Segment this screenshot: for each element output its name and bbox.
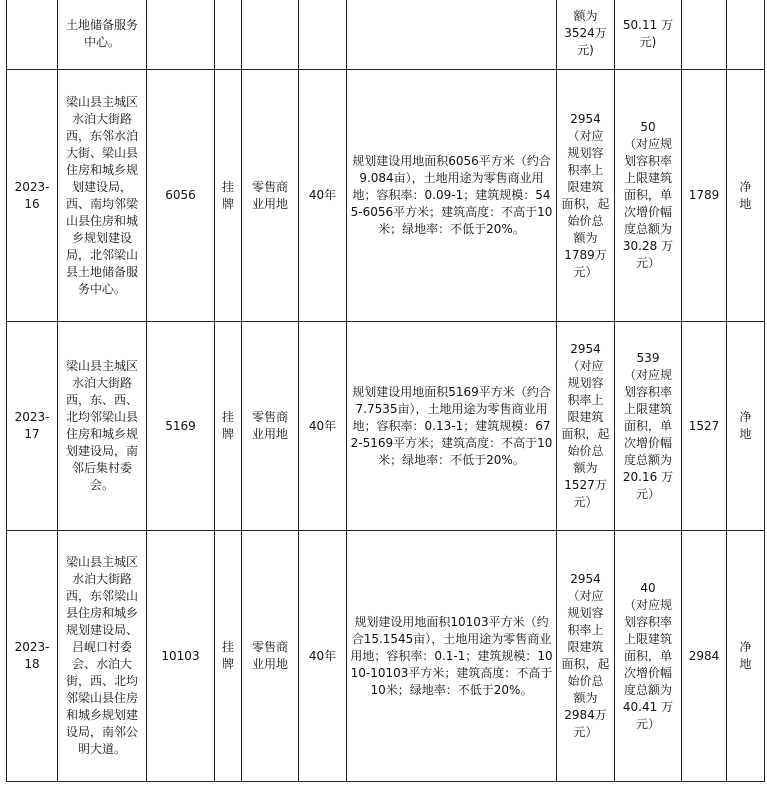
cell-conditions: 规划建设用地面积6056平方米（约合9.084亩），土地用途为零售商业用地；容积率：0.09-1；建筑规模：545-6056平方米；建筑高度：不高于10米；绿地率：不低于20%。: [347, 70, 557, 322]
cell-area: 6056: [147, 70, 215, 322]
cell-term: 40年: [299, 322, 347, 531]
cell-location: 梁山县主城区水泊大街路西，东邻水泊大街、梁山县住房和城乡规划建设局，西、南均邻梁山县住房和城乡规划建设局，北邻梁山县土地储备服务中心。: [58, 70, 147, 322]
cell-base-price: 2954 （对应 规划容 积率上 限建筑 面积，起 始价总 额为 2984万 元）: [557, 531, 615, 782]
cell-id: 2023- 18: [7, 531, 58, 782]
cell-use: 零售商 业用地: [242, 70, 299, 322]
cell-deposit: 2984: [682, 531, 727, 782]
cell-use: 零售商 业用地: [242, 531, 299, 782]
cell-term: 40年: [299, 70, 347, 322]
cell-location: 土地储备服务中心。: [58, 0, 147, 70]
cell-area: 10103: [147, 531, 215, 782]
cell-deposit: [682, 0, 727, 70]
cell-deposit: 1527: [682, 322, 727, 531]
cell-conditions: [347, 0, 557, 70]
cell-method: 挂 牌: [215, 70, 242, 322]
cell-id: 2023- 17: [7, 322, 58, 531]
cell-location: 梁山县主城区水泊大街路西，东、西、北均邻梁山县住房和城乡规划建设局，南邻后集村委会。: [58, 322, 147, 531]
cell-base-price: 2954 （对应 规划容 积率上 限建筑 面积，起 始价总 额为 1789万 元）: [557, 70, 615, 322]
cell-area: [147, 0, 215, 70]
cell-increment: 40 （对应规 划容积率 上限建筑 面积，单 次增价幅 度总额为 40.41 万 元）: [615, 531, 682, 782]
land-parcel-table: [6, 0, 765, 782]
cell-area: 5169: [147, 322, 215, 531]
cell-term: 40年: [299, 531, 347, 782]
cell-base-price: 额为 3524万 元): [557, 0, 615, 70]
table-row: [7, 70, 765, 322]
cell-increment: 50.11 万 元): [615, 0, 682, 70]
table-row-fragment: [7, 0, 765, 70]
cell-delivery: 净 地: [727, 531, 765, 782]
cell-conditions: 规划建设用地面积10103平方米（约合15.1545亩），土地用途为零售商业用地；容积率：0.1-1；建筑规模：1010-10103平方米；建筑高度：不高于10米；绿地率：不低于20%。: [347, 531, 557, 782]
cell-base-price: 2954 （对应 规划容 积率上 限建筑 面积，起 始价总 额为 1527万 元）: [557, 322, 615, 531]
cell-delivery: 净 地: [727, 70, 765, 322]
cell-increment: 50 （对应规 划容积率 上限建筑 面积，单 次增价幅 度总额为 30.28 万 元）: [615, 70, 682, 322]
cell-delivery: 净 地: [727, 322, 765, 531]
cell-use: 零售商 业用地: [242, 322, 299, 531]
cell-method: [215, 0, 242, 70]
cell-term: [299, 0, 347, 70]
cell-method: 挂 牌: [215, 531, 242, 782]
cell-delivery: [727, 0, 765, 70]
cell-use: [242, 0, 299, 70]
cell-method: 挂 牌: [215, 322, 242, 531]
cell-deposit: 1789: [682, 70, 727, 322]
cell-id: [7, 0, 58, 70]
table-row: [7, 531, 765, 782]
cell-location: 梁山县主城区水泊大街路西，东邻梁山县住房和城乡规划建设局、吕岘口村委会、水泊大街，西、北均邻梁山县住房和城乡规划建设局，南邻公明大道。: [58, 531, 147, 782]
cell-conditions: 规划建设用地面积5169平方米（约合7.7535亩），土地用途为零售商业用地；容积率：0.13-1；建筑规模：672-5169平方米；建筑高度：不高于10米；绿地率：不低于20%。: [347, 322, 557, 531]
cell-increment: 539 （对应规 划容积率 上限建筑 面积，单 次增价幅 度总额为 20.16 万 元）: [615, 322, 682, 531]
table-row: [7, 322, 765, 531]
cell-id: 2023- 16: [7, 70, 58, 322]
